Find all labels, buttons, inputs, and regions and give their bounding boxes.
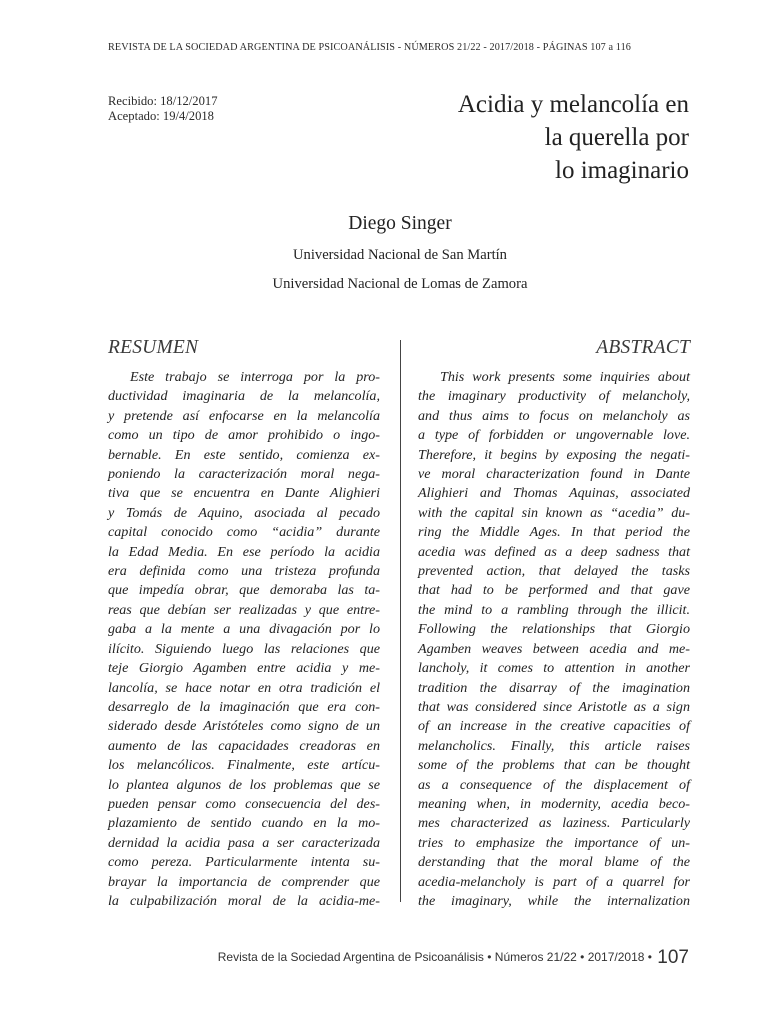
accepted-date: Aceptado: 19/4/2018 bbox=[108, 109, 214, 123]
resumen-body bbox=[108, 368, 380, 911]
resumen-line: capital conocido como “acidia” durante bbox=[108, 524, 380, 541]
abstract-line: the imaginary, while the internalization bbox=[418, 892, 690, 909]
resumen-line: teje Giorgio Agamben entre acidia y me- bbox=[108, 660, 380, 677]
resumen-line: como pereza. Particularmente intenta su- bbox=[108, 854, 380, 871]
title-line-3: lo imaginario bbox=[555, 157, 689, 184]
page-number: 107 bbox=[657, 947, 689, 968]
abstract-body bbox=[418, 368, 690, 911]
resumen-line: dernidad la acidia pasa a ser caracterizada bbox=[108, 834, 380, 851]
abstract-line: Therefore, it begins by exposing the negati- bbox=[418, 446, 690, 463]
abstract-heading: ABSTRACT bbox=[596, 337, 690, 358]
abstract-line: meaning when, in modernity, acedia beco- bbox=[418, 795, 690, 812]
resumen-line: aumento de las capacidades creadoras en bbox=[108, 737, 380, 754]
resumen-line: como un tipo de amor prohibido o ingo- bbox=[108, 427, 380, 444]
abstract-line: lancholy, it comes to attention in another bbox=[418, 660, 690, 677]
abstract-line: the imaginary productivity of melancholy, bbox=[418, 388, 690, 405]
abstract-line: acedia-melancholy is part of a quarrel for bbox=[418, 873, 690, 890]
resumen-line: reas que debían ser realizadas y que entre- bbox=[108, 601, 380, 618]
resumen-line: tiva que se encuentra en Dante Alighieri bbox=[108, 485, 380, 502]
abstract-line: ring the Middle Ages. In that period the bbox=[418, 524, 690, 541]
abstract-line: that was considered since Aristotle as a sign bbox=[418, 698, 690, 715]
abstract-line: as a consequence of the displacement of bbox=[418, 776, 690, 793]
abstract-line: Alighieri and Thomas Aquinas, associated bbox=[418, 485, 690, 502]
resumen-line: pueden pensar como consecuencia del des- bbox=[108, 795, 380, 812]
resumen-column bbox=[108, 336, 380, 911]
submission-dates bbox=[108, 94, 218, 124]
resumen-line: ilícito. Siguiendo luego las relaciones que bbox=[108, 640, 380, 657]
abstract-line: acedia was defined as a deep sadness that bbox=[418, 543, 690, 560]
abstract-line: tries to emphasize the importance of un- bbox=[418, 834, 690, 851]
resumen-heading: RESUMEN bbox=[108, 337, 199, 358]
abstract-line: tradition the disarray of the imagination bbox=[418, 679, 690, 696]
abstract-line: Following the relationships that Giorgio bbox=[418, 621, 690, 638]
resumen-line: lo plantea algunos de los problemas que se bbox=[108, 776, 380, 793]
abstract-line: prevented action, that delayed the tasks bbox=[418, 563, 690, 580]
resumen-line: Este trabajo se interroga por la pro- bbox=[130, 369, 380, 385]
running-header: REVISTA DE LA SOCIEDAD ARGENTINA DE PSICOANÁLISIS - NÚMEROS 21/22 - 2017/2018 - PÁGINAS 107 a 116 bbox=[108, 42, 631, 53]
page-footer bbox=[89, 947, 689, 969]
footer-journal: Revista de la Sociedad Argentina de Psicoanálisis • Números 21/22 • 2017/2018 • bbox=[217, 950, 652, 964]
abstract-line: ve moral characterization found in Dante bbox=[418, 466, 690, 483]
resumen-line: ductividad imaginaria de la melancolía, bbox=[108, 388, 380, 405]
resumen-line: la culpabilización moral de la acidia-me- bbox=[108, 892, 380, 909]
abstract-line: with the capital sin known as “acedia” du- bbox=[418, 504, 690, 521]
author-affiliation-1: Universidad Nacional de San Martín bbox=[293, 247, 507, 263]
article-title bbox=[369, 88, 689, 187]
resumen-line: lancolía, se hace notar en otra tradición el bbox=[108, 679, 380, 696]
abstract-line: melancholics. Finally, this article raises bbox=[418, 737, 690, 754]
resumen-line: gaba a la mente a una divagación por lo bbox=[108, 621, 380, 638]
column-divider bbox=[400, 340, 401, 902]
abstract-column bbox=[418, 336, 690, 911]
abstract-line: This work presents some inquiries about bbox=[440, 369, 690, 385]
abstract-line: and thus aims to focus on melancholy as bbox=[418, 407, 690, 424]
abstract-line: of an increase in the creative capacities of bbox=[418, 718, 690, 735]
abstract-line: mes characterized as laziness. Particularly bbox=[418, 815, 690, 832]
resumen-line: y pretende así enfocarse en la melancolía bbox=[108, 407, 380, 424]
resumen-line: bernable. En este sentido, comienza ex- bbox=[108, 446, 380, 463]
title-line-1: Acidia y melancolía en bbox=[457, 91, 689, 118]
resumen-line: brayar la importancia de comprender que bbox=[108, 873, 380, 890]
resumen-line: los melancólicos. Finalmente, este artícu- bbox=[108, 757, 380, 774]
abstract-line: that had to be performed and that gave bbox=[418, 582, 690, 599]
received-date: Recibido: 18/12/2017 bbox=[108, 94, 218, 108]
abstract-line: derstanding that the moral blame of the bbox=[418, 854, 690, 871]
resumen-line: plazamiento de sentido cuando en la mo- bbox=[108, 815, 380, 832]
resumen-line: siderado desde Aristóteles como signo de un bbox=[108, 718, 380, 735]
abstract-line: Agamben weaves between acedia and me- bbox=[418, 640, 690, 657]
abstract-line: a type of forbidden or ungovernable love. bbox=[418, 427, 690, 444]
abstract-line: some of the problems that can be thought bbox=[418, 757, 690, 774]
resumen-line: la Edad Media. En ese período la acidia bbox=[108, 543, 380, 560]
resumen-line: poniendo la caracterización moral nega- bbox=[108, 466, 380, 483]
resumen-line: era definida como una tristeza profunda bbox=[108, 563, 380, 580]
abstract-line: the mind to a rambling through the illicit. bbox=[418, 601, 690, 618]
resumen-line: y Tomás de Aquino, asociada al pecado bbox=[108, 504, 380, 521]
title-line-2: la querella por bbox=[544, 124, 689, 151]
author-name: Diego Singer bbox=[348, 213, 452, 234]
resumen-line: desarreglo de la imaginación que era con- bbox=[108, 698, 380, 715]
author-affiliation-2: Universidad Nacional de Lomas de Zamora bbox=[272, 276, 528, 292]
resumen-line: que impedía obrar, que demoraba las ta- bbox=[108, 582, 380, 599]
